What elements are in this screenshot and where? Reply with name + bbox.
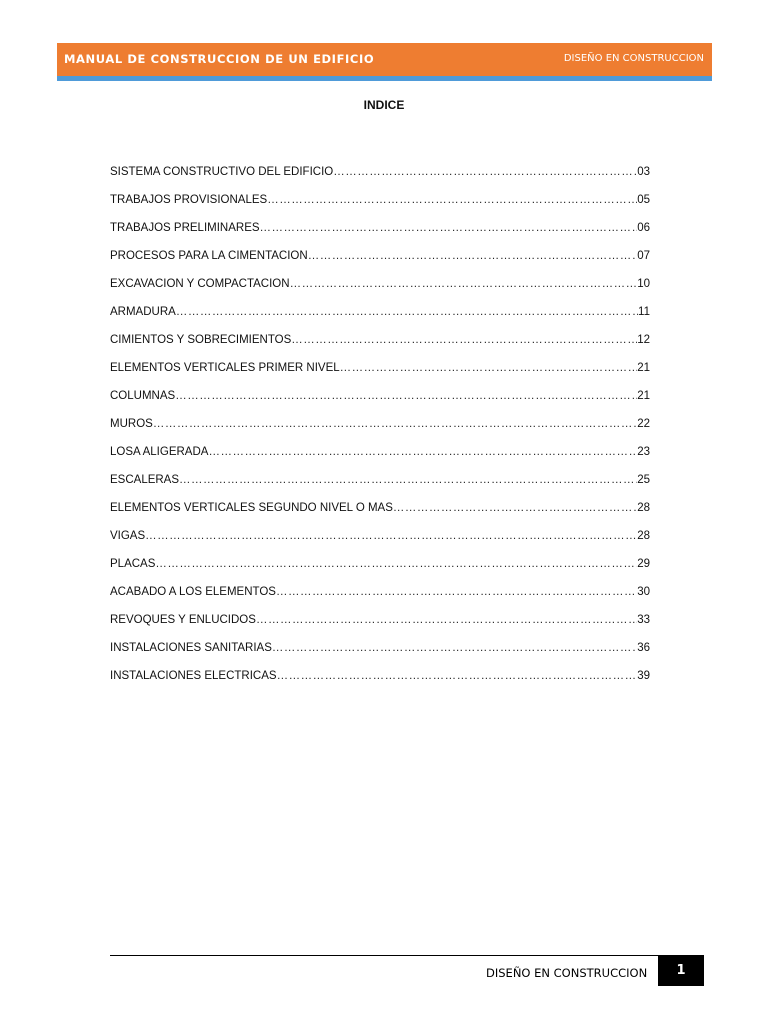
toc-leader-dots xyxy=(340,362,638,374)
toc-entry-page: 10 xyxy=(637,278,650,290)
toc-entry-page: 21 xyxy=(637,390,650,402)
toc-entry xyxy=(110,586,650,614)
toc-leader-dots xyxy=(276,586,637,598)
toc-entry-page: 05 xyxy=(637,194,650,206)
toc-leader-dots xyxy=(291,334,637,346)
toc-entry-page: 11 xyxy=(638,306,650,318)
toc-entry-label: SISTEMA CONSTRUCTIVO DEL EDIFICIO xyxy=(110,166,334,178)
header-section-label: DISEÑO EN CONSTRUCCION xyxy=(563,53,704,64)
toc-entry xyxy=(110,166,650,194)
toc-entry xyxy=(110,222,650,250)
toc-entry-page: 29 xyxy=(637,558,650,570)
toc-leader-dots xyxy=(175,390,637,402)
toc-entry xyxy=(110,390,650,418)
toc-entry xyxy=(110,250,650,278)
toc-entry-page: 30 xyxy=(637,586,650,598)
toc-leader-dots xyxy=(308,250,638,262)
toc-leader-dots xyxy=(179,474,637,486)
toc-entry-label: PLACAS xyxy=(110,558,156,570)
toc-leader-dots xyxy=(145,530,637,542)
toc-entry xyxy=(110,502,650,530)
toc-entry-page: 33 xyxy=(637,614,650,626)
toc-leader-dots xyxy=(393,502,637,514)
toc-entry-label: TRABAJOS PRELIMINARES xyxy=(110,222,260,234)
toc-entry-page: 28 xyxy=(637,502,650,514)
toc-entry-label: PROCESOS PARA LA CIMENTACION xyxy=(110,250,308,262)
toc-entry-label: ELEMENTOS VERTICALES PRIMER NIVEL xyxy=(110,362,340,374)
index-heading: INDICE xyxy=(363,98,405,112)
toc-entry xyxy=(110,446,650,474)
toc-entry-label: LOSA ALIGERADA xyxy=(110,446,209,458)
toc-entry-label: VIGAS xyxy=(110,530,146,542)
toc-entry-label: CIMIENTOS Y SOBRECIMIENTOS xyxy=(110,334,292,346)
toc-entry xyxy=(110,278,650,306)
header-bar xyxy=(57,43,712,76)
toc-leader-dots xyxy=(260,222,638,234)
header-accent-line xyxy=(57,76,712,81)
toc-entry xyxy=(110,418,650,446)
footer-text: DISEÑO EN CONSTRUCCION xyxy=(486,966,648,980)
header-title: MANUAL DE CONSTRUCCION DE UN EDIFICIO xyxy=(64,52,375,66)
toc-entry-label: REVOQUES Y ENLUCIDOS xyxy=(110,614,256,626)
toc-entry xyxy=(110,530,650,558)
toc-entry-page: 21 xyxy=(637,362,650,374)
toc-entry-page: 25 xyxy=(637,474,650,486)
toc-entry xyxy=(110,194,650,222)
toc-entry-label: EXCAVACION Y COMPACTACION xyxy=(110,278,290,290)
toc-entry-page: 03 xyxy=(637,166,650,178)
toc-leader-dots xyxy=(333,166,637,178)
toc-entry-page: 39 xyxy=(637,670,650,682)
toc-entry-label: ESCALERAS xyxy=(110,474,180,486)
toc-entry-page: 36 xyxy=(637,642,650,654)
toc-entry-page: 23 xyxy=(637,446,650,458)
toc-leader-dots xyxy=(176,306,638,318)
toc-leader-dots xyxy=(267,194,637,206)
toc-entry xyxy=(110,642,650,670)
toc-entry-label: MUROS xyxy=(110,418,153,430)
toc-entry xyxy=(110,362,650,390)
toc-entry xyxy=(110,614,650,642)
toc-entry-label: ELEMENTOS VERTICALES SEGUNDO NIVEL O MAS xyxy=(110,502,393,514)
page-number: 1 xyxy=(658,955,704,986)
toc-leader-dots xyxy=(277,670,638,682)
toc-entry-label: ARMADURA xyxy=(110,306,176,318)
toc-entry-page: 12 xyxy=(637,334,650,346)
toc-entry-page: 06 xyxy=(637,222,650,234)
toc-leader-dots xyxy=(153,418,637,430)
toc-entry-label: ACABADO A LOS ELEMENTOS xyxy=(110,586,276,598)
toc-entry xyxy=(110,558,650,586)
toc-entry-page: 22 xyxy=(637,418,650,430)
footer-rule xyxy=(110,955,658,956)
toc-entry xyxy=(110,670,650,698)
toc-entry xyxy=(110,474,650,502)
toc-leader-dots xyxy=(272,642,637,654)
toc-leader-dots xyxy=(256,614,637,626)
toc-entry-label: TRABAJOS PROVISIONALES xyxy=(110,194,268,206)
toc-entry-page: 07 xyxy=(637,250,650,262)
toc-entry-label: COLUMNAS xyxy=(110,390,176,402)
toc-entry xyxy=(110,334,650,362)
toc-entry xyxy=(110,306,650,334)
toc-leader-dots xyxy=(290,278,638,290)
toc-entry-label: INSTALACIONES ELECTRICAS xyxy=(110,670,277,682)
toc-leader-dots xyxy=(208,446,637,458)
toc-entry-page: 28 xyxy=(637,530,650,542)
toc-entry-label: INSTALACIONES SANITARIAS xyxy=(110,642,272,654)
table-of-contents xyxy=(110,166,650,698)
toc-leader-dots xyxy=(155,558,637,570)
